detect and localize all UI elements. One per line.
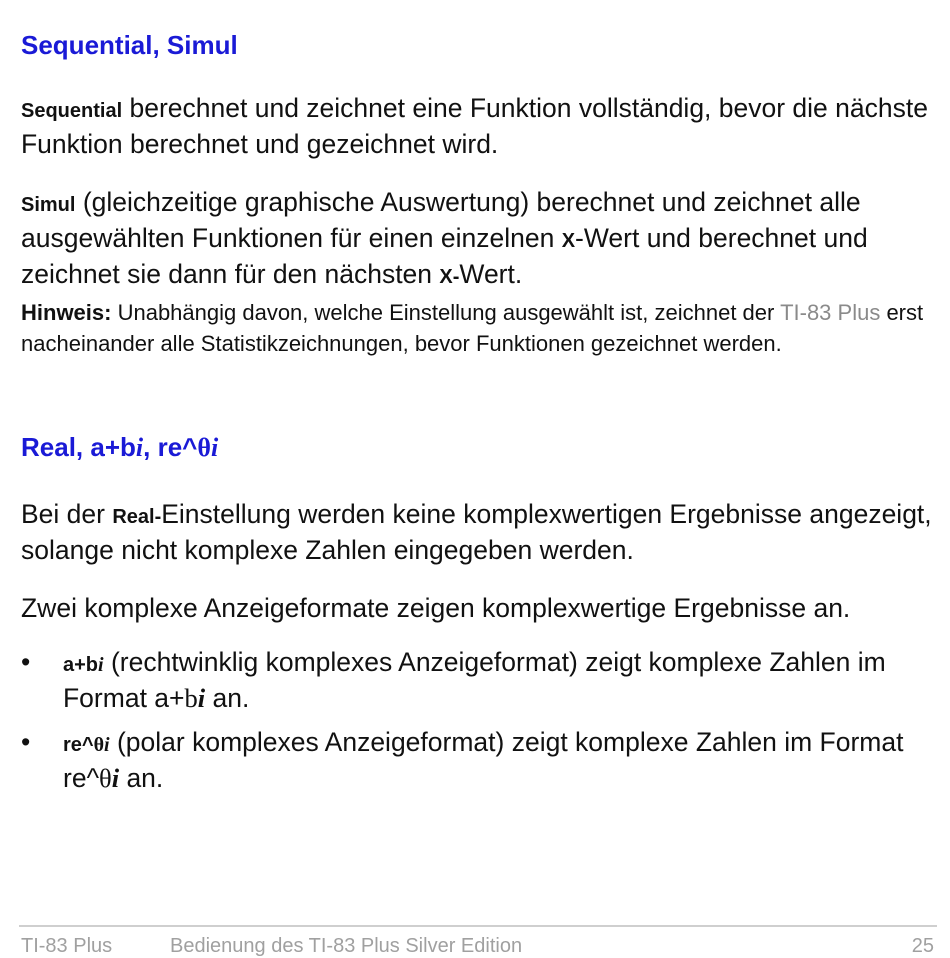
keyword-simul: Simul [21,194,76,216]
keyword-real: Real- [112,506,162,528]
note-text: Unabhängig davon, welche Einstellung ausgewählt ist, zeichnet der [111,300,781,325]
paragraph-text: -Wert und berechnet und zeichnet sie dann für den nächsten [21,223,868,289]
keyword-italic-i: i [98,654,104,676]
list-text: an. [119,763,164,793]
title-italic-i: i [135,433,144,462]
paragraph-text: Bei der [21,499,113,529]
page-number: 25 [911,935,934,957]
note-block [21,297,931,359]
format-italic-i: i [111,763,120,793]
keyword-x: X- [439,266,460,288]
list-item-text [63,646,933,715]
note-label: Hinweis: [21,300,112,325]
keyword-theta: θ [93,734,105,756]
paragraph-text: berechnet und zeichnet eine Funktion vollständig, bevor die nächste Funktion berechnet und gezeichnet wird. [21,93,928,159]
keyword-sequential: Sequential [21,100,123,122]
title-theta: θ [197,433,211,462]
list-item [21,646,933,715]
list-item-text [63,726,933,795]
paragraph-sequential [21,92,933,161]
list-text: an. [205,683,250,713]
bullet-dot: • [21,727,31,757]
section-title-sequential-simul: Sequential, Simul [21,30,238,60]
product-name: TI-83 Plus [780,300,881,325]
keyword-a-plus-bi: a+b [63,654,99,676]
title-part: Real, a+b [21,432,136,462]
footer-chapter-title: Bedienung des TI-83 Plus Silver Edition [170,935,523,957]
footer-product: TI-83 Plus [21,935,113,957]
paragraph-text: (gleichzeitige graphische Auswertung) berechnet und zeichnet alle ausgewählten Funktionen für einen einzelnen [21,187,861,253]
bullet-dot: • [21,647,31,677]
paragraph-text: Wert. [459,259,523,289]
format-b: b [184,683,198,713]
list-text: (polar komplexes Anzeigeformat) zeigt komplexe Zahlen im Format re^ [63,727,904,793]
paragraph-text: Einstellung werden keine komplexwertigen Ergebnisse angezeigt, solange nicht komplexe Zahlen eingegeben werden. [21,499,932,565]
title-part: , re^ [143,432,198,462]
list-item [21,726,933,795]
note-text: erst nacheinander alle Statistikzeichnungen, bevor Funktionen gezeichnet werden. [21,300,924,356]
format-italic-i: i [197,683,206,713]
footer-divider [19,925,937,927]
paragraph-display-formats: Zwei komplexe Anzeigeformate zeigen komplexwertige Ergebnisse an. [21,593,851,623]
paragraph-simul [21,186,933,294]
keyword-x: X [561,230,576,252]
paragraph-real [21,498,933,567]
format-theta: θ [99,763,112,793]
section-title-complex-modes [21,432,218,463]
keyword-italic-i: i [104,734,110,756]
keyword-re-theta-i: re^ [63,734,94,756]
list-text: (rechtwinklig komplexes Anzeigeformat) zeigt komplexe Zahlen im Format a+ [63,647,886,713]
title-italic-i: i [210,433,219,462]
